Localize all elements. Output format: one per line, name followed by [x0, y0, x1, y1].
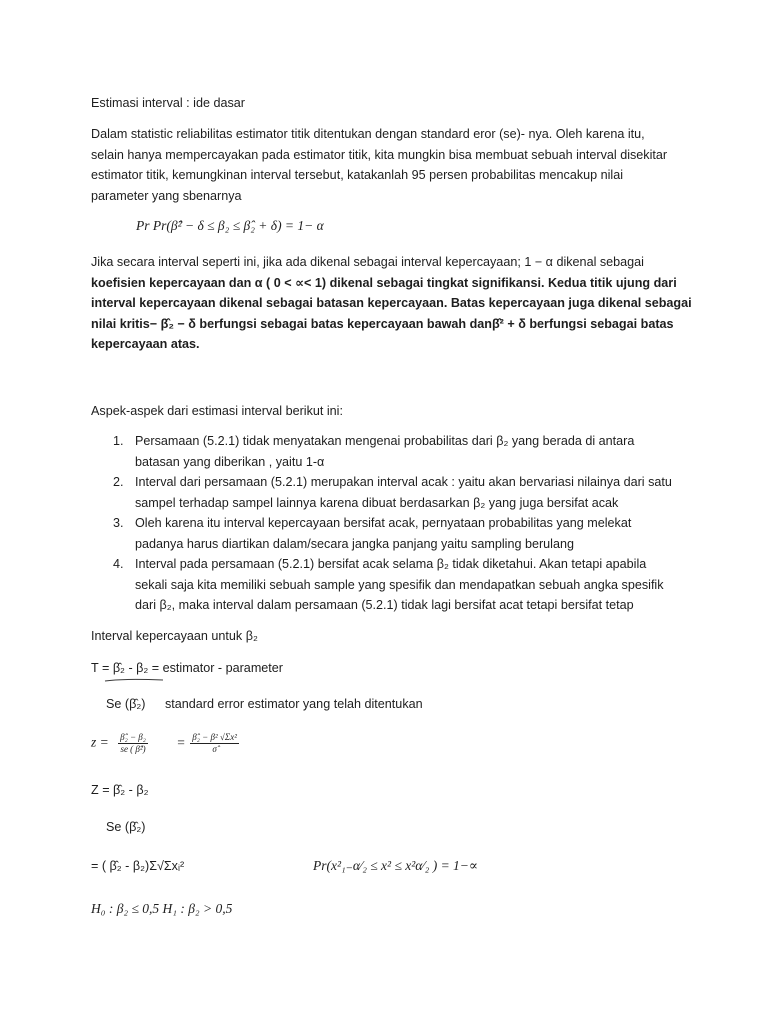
- se-label: Se (β̂₂): [106, 697, 146, 711]
- z-equals: =: [177, 734, 185, 750]
- z-formula: [91, 732, 239, 755]
- list-line: padanya harus diartikan dalam/secara jangka panjang yaitu sampling berulang: [135, 536, 574, 551]
- section-heading: Estimasi interval : ide dasar: [91, 96, 245, 110]
- list-line: Persamaan (5.2.1) tidak menyatakan mengenai probabilitas dari β₂ yang berada di antara: [135, 434, 635, 448]
- ci-line: interval kepercayaan dikenal sebagai batasan kepercayaan. Batas kepercayaan juga dikenal sebagai: [91, 296, 692, 310]
- interval-heading: Interval kepercayaan untuk β₂: [91, 629, 258, 643]
- list-item: [107, 431, 707, 472]
- list-line: sampel terhadap sampel lainnya karena dibuat berdasarkan β₂ yang juga bersifat acak: [135, 495, 619, 510]
- intro-paragraph: [91, 124, 701, 206]
- ci-line: nilai kritis− β̂₂ − δ berfungsi sebagai batas kepercayaan bawah danβ̂² + δ berfungsi sebagai batas: [91, 316, 674, 331]
- z-line: Z = β̂₂ - β₂: [91, 783, 149, 797]
- chi-square-probability: Pr(x²₁₋α⁄₂ ≤ x² ≤ x²α⁄₂ ) = 1−∝: [313, 858, 479, 873]
- list-line: Interval pada persamaan (5.2.1) bersifat acak selama β₂ tidak diketahui. Akan tetapi apabila: [135, 557, 647, 571]
- z-numerator-1: β̂₂ − β₂: [120, 732, 146, 742]
- intro-line: Dalam statistic reliabilitas estimator titik ditentukan dengan standard eror (se)- nya. Oleh karena itu,: [91, 127, 645, 141]
- z-fraction-2: [190, 732, 239, 755]
- list-item: [107, 554, 707, 616]
- ci-line: Jika secara interval seperti ini, jika ada dikenal sebagai interval kepercayaan; 1 − α dikenal sebagai: [91, 255, 644, 269]
- list-number: 3.: [113, 516, 124, 530]
- intro-line: parameter yang sbenarnya: [91, 188, 242, 203]
- confidence-interval-paragraph: [91, 252, 692, 355]
- list-line: Oleh karena itu interval kepercayaan bersifat acak, pernyataan probabilitas yang melekat: [135, 516, 632, 530]
- intro-line: estimator titik, kemungkinan interval tersebut, katakanlah 95 persen probabilitas mencakup nilai: [91, 168, 624, 182]
- z-numerator-2: β̂₂ − β² √Σx²: [192, 732, 237, 742]
- aspect-list: [107, 431, 707, 616]
- intro-line: selain hanya mempercayakan pada estimator titik, kita mungkin bisa membuat sebuah interval disekitar: [91, 147, 668, 162]
- se-description: standard error estimator yang telah ditentukan: [165, 697, 423, 711]
- probability-equation: Pr Pr(β̂² − δ ≤ β₂ ≤ β̂₂ + δ) = 1− α: [136, 218, 324, 233]
- list-line: Interval dari persamaan (5.2.1) merupakan interval acak : yaitu akan bervariasi nilainya dari satu: [135, 475, 672, 489]
- z-denominator-1: se ( β̂²): [120, 744, 146, 754]
- ci-line: kepercayaan atas.: [91, 337, 200, 351]
- list-item: [107, 472, 707, 513]
- chi-expression: = ( β̂₂ - β₂)Σ√Σxᵢ²: [91, 859, 185, 873]
- hypothesis-line: H₀ : β₂ ≤ 0,5 H₁ : β₂ > 0,5: [91, 901, 233, 916]
- pen-underline-mark: [104, 677, 164, 683]
- list-item: [107, 513, 707, 554]
- list-line: sekali saja kita memiliki sebuah sample yang spesifik dan mendapatkan sebuah angka spesifik: [135, 577, 664, 592]
- list-number: 1.: [113, 434, 124, 448]
- ci-line: koefisien kepercayaan dan α ( 0 < ∝< 1) dikenal sebagai tingkat signifikansi. Kedua titik ujung dari: [91, 275, 677, 290]
- list-number: 4.: [113, 557, 124, 571]
- z-fraction-1: [118, 732, 148, 755]
- list-line: batasan yang diberikan , yaitu 1-α: [135, 454, 325, 469]
- t-statistic-line: T = β̂₂ - β₂ = estimator - parameter: [91, 661, 284, 675]
- z-denominator-2: σ̂: [212, 744, 217, 754]
- list-line: dari β₂, maka interval dalam persamaan (5.2.1) tidak lagi bersifat acat tetapi bersifat tetap: [135, 598, 634, 612]
- aspek-heading: Aspek-aspek dari estimasi interval berikut ini:: [91, 404, 343, 418]
- list-number: 2.: [113, 475, 124, 489]
- z-lhs: z =: [91, 734, 109, 750]
- se-label-2: Se (β̂₂): [106, 820, 146, 834]
